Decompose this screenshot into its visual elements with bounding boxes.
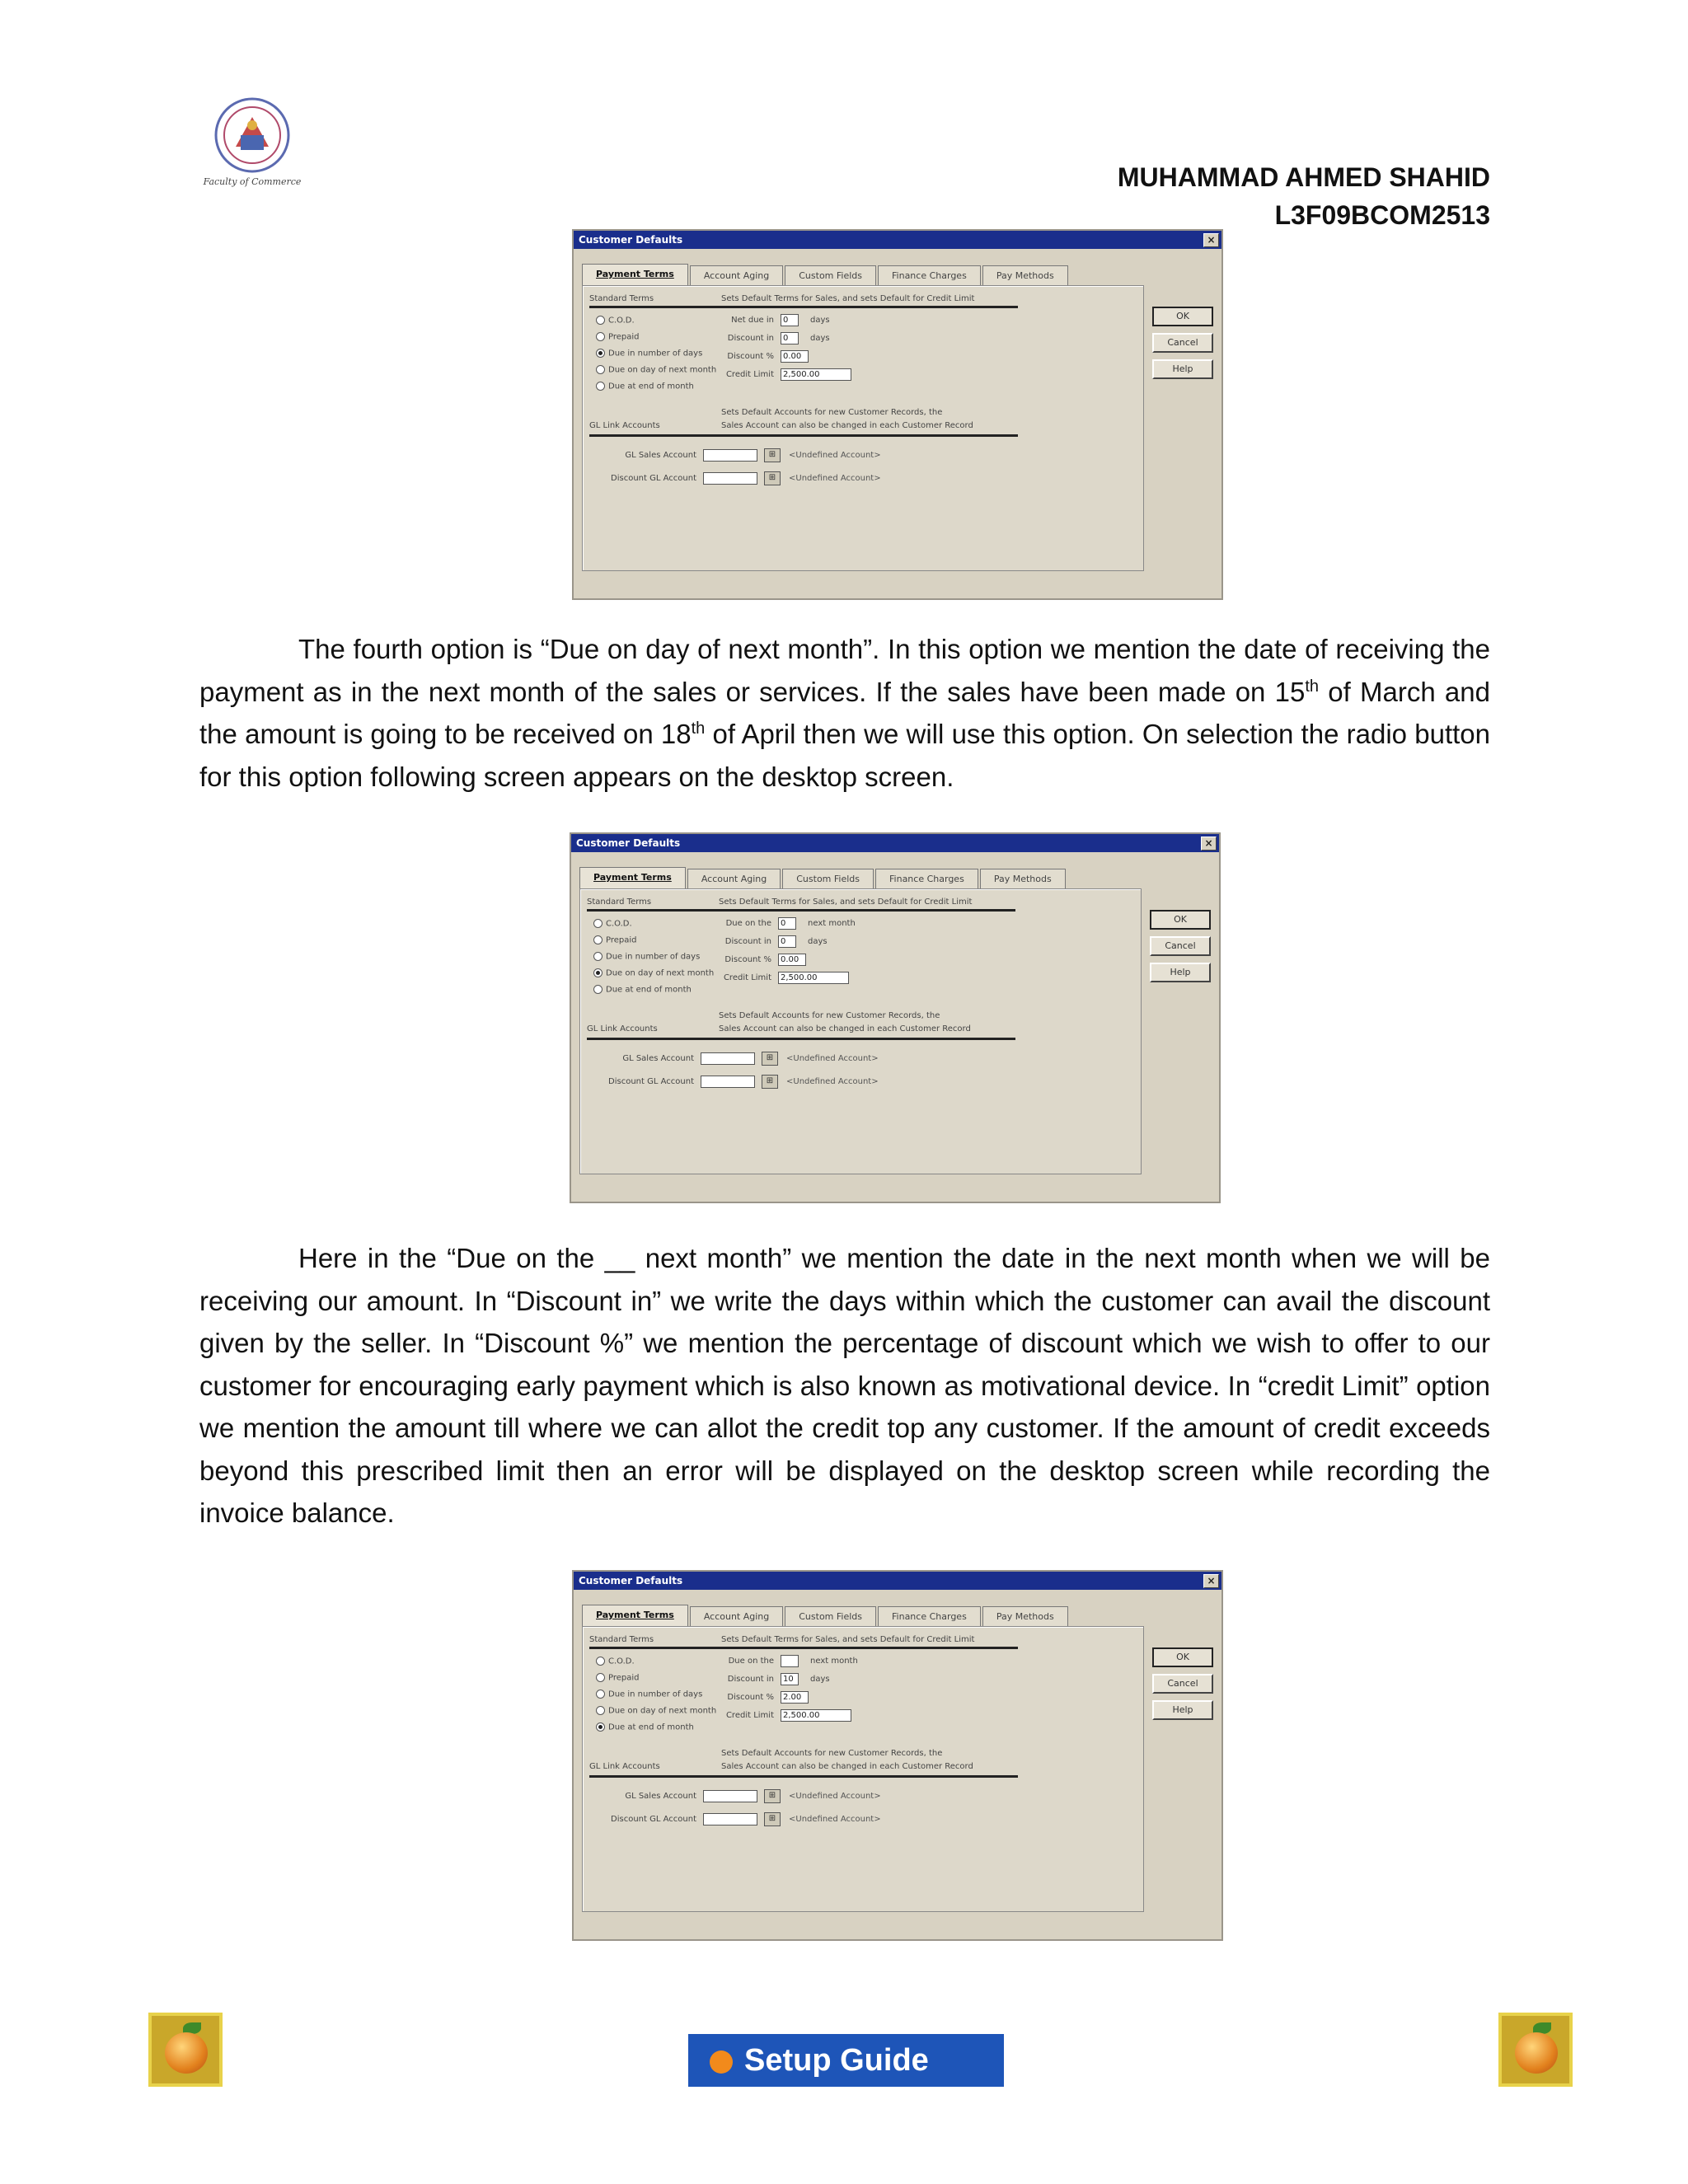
cancel-button[interactable]: Cancel bbox=[1150, 936, 1211, 956]
divider bbox=[587, 909, 1015, 912]
radio-label: Due in number of days bbox=[608, 1690, 703, 1699]
gl-link-label: GL Link Accounts bbox=[587, 1024, 658, 1033]
gl-account-input[interactable] bbox=[703, 1790, 757, 1802]
gl-account-label: GL Sales Account bbox=[625, 451, 696, 460]
payment-terms-panel bbox=[579, 888, 1142, 1174]
radio-option[interactable] bbox=[596, 316, 635, 326]
cancel-button[interactable]: Cancel bbox=[1152, 1674, 1213, 1694]
tab-pay-methods[interactable]: Pay Methods bbox=[980, 869, 1066, 889]
customer-defaults-dialog bbox=[570, 832, 1221, 1203]
radio-icon[interactable] bbox=[596, 332, 605, 341]
field-label: Discount in bbox=[727, 334, 774, 343]
svg-text:Faculty of Commerce: Faculty of Commerce bbox=[203, 176, 302, 187]
field-input[interactable]: 0.00 bbox=[778, 954, 806, 966]
radio-option[interactable] bbox=[593, 919, 632, 929]
peachtree-icon-left bbox=[148, 2013, 223, 2087]
undefined-account-text: <Undefined Account> bbox=[786, 1054, 879, 1063]
gl-link-label: GL Link Accounts bbox=[589, 421, 660, 430]
dialog-title: Customer Defaults bbox=[579, 234, 683, 246]
undefined-account-text: <Undefined Account> bbox=[786, 1077, 879, 1086]
radio-label: C.O.D. bbox=[608, 316, 635, 326]
radio-icon[interactable] bbox=[593, 985, 603, 994]
radio-icon[interactable] bbox=[596, 1722, 605, 1732]
para2-text: Here in the “Due on the __ next month” we mention the date in the next month when we will be receiving our amount. In “Discount in” we write the days within which the customer can avail the discount given by the seller. In “Discount %” we mention the percentage of discount which we wish to offer to our customer for encouraging early payment which is also known as motivational device. In “credit Limit” option we mention the amount till where we can allot the credit top any customer. If the amount of credit exceeds beyond this prescribed limit then an error will be displayed on the desktop screen while recording the invoice balance. bbox=[199, 1243, 1490, 1528]
field-input[interactable]: 0.00 bbox=[781, 350, 809, 363]
radio-option[interactable] bbox=[596, 1722, 694, 1732]
field-unit: days bbox=[810, 1675, 830, 1684]
radio-option[interactable] bbox=[596, 382, 694, 391]
tab-payment-terms[interactable]: Payment Terms bbox=[582, 264, 688, 286]
customer-defaults-dialog bbox=[572, 1570, 1223, 1941]
radio-label: Prepaid bbox=[608, 332, 640, 342]
gl-account-label: Discount GL Account bbox=[611, 1815, 696, 1824]
field-label: Credit Limit bbox=[725, 1711, 774, 1720]
standard-terms-label: Standard Terms bbox=[587, 898, 652, 907]
close-icon[interactable]: × bbox=[1203, 1574, 1219, 1588]
radio-icon[interactable] bbox=[596, 1657, 605, 1666]
author-block bbox=[1118, 158, 1490, 234]
gl-account-input[interactable] bbox=[701, 1076, 755, 1088]
field-unit: days bbox=[810, 316, 830, 325]
radio-icon[interactable] bbox=[593, 952, 603, 961]
radio-label: C.O.D. bbox=[608, 1657, 635, 1666]
radio-icon[interactable] bbox=[596, 1673, 605, 1682]
ok-button[interactable]: OK bbox=[1152, 1647, 1213, 1667]
lookup-icon[interactable]: ⊞ bbox=[762, 1075, 778, 1089]
divider bbox=[589, 1647, 1018, 1649]
field-input[interactable]: 0 bbox=[781, 332, 799, 344]
tab-finance-charges[interactable]: Finance Charges bbox=[878, 1606, 981, 1627]
gl-link-desc-1: Sets Default Accounts for new Customer Records, the bbox=[721, 1749, 943, 1758]
tab-payment-terms[interactable]: Payment Terms bbox=[582, 1605, 688, 1627]
field-label: Due on the bbox=[725, 919, 771, 928]
radio-label: Due on day of next month bbox=[608, 1706, 717, 1716]
radio-label: Due on day of next month bbox=[608, 365, 717, 375]
para1-text-c: of April then we will use this option. On selection the radio button for this option following screen appears on the desktop screen. bbox=[199, 719, 1490, 792]
field-input[interactable]: 0 bbox=[778, 917, 796, 930]
gl-account-input[interactable] bbox=[701, 1052, 755, 1065]
standard-terms-desc: Sets Default Terms for Sales, and sets Default for Credit Limit bbox=[719, 898, 973, 907]
radio-option[interactable] bbox=[596, 332, 640, 342]
para1-text-b: of March and the amount is going to be received on 18 bbox=[199, 676, 1490, 749]
radio-label: Prepaid bbox=[606, 935, 637, 945]
lookup-icon[interactable]: ⊞ bbox=[764, 448, 781, 462]
field-label: Discount % bbox=[727, 352, 774, 361]
field-label: Discount % bbox=[727, 1693, 774, 1702]
undefined-account-text: <Undefined Account> bbox=[789, 474, 881, 483]
field-input[interactable]: 2.00 bbox=[781, 1691, 809, 1704]
gl-account-input[interactable] bbox=[703, 472, 757, 485]
field-unit: days bbox=[808, 937, 828, 946]
radio-label: Due in number of days bbox=[608, 349, 703, 359]
dialog-title: Customer Defaults bbox=[576, 837, 681, 849]
field-label: Discount in bbox=[727, 1675, 774, 1684]
gl-link-desc-2: Sales Account can also be changed in each Customer Record bbox=[719, 1024, 971, 1033]
lookup-icon[interactable]: ⊞ bbox=[764, 1812, 781, 1826]
radio-icon[interactable] bbox=[596, 382, 605, 391]
divider bbox=[587, 1038, 1015, 1040]
radio-option[interactable] bbox=[593, 985, 692, 995]
close-icon[interactable]: × bbox=[1201, 837, 1217, 851]
gl-link-desc-1: Sets Default Accounts for new Customer Records, the bbox=[719, 1011, 940, 1020]
radio-icon[interactable] bbox=[593, 919, 603, 928]
field-input[interactable]: 0 bbox=[781, 314, 799, 326]
tab-finance-charges[interactable]: Finance Charges bbox=[878, 265, 981, 286]
gl-account-input[interactable] bbox=[703, 1813, 757, 1825]
lookup-icon[interactable]: ⊞ bbox=[764, 1789, 781, 1803]
undefined-account-text: <Undefined Account> bbox=[789, 1792, 881, 1801]
cancel-button[interactable]: Cancel bbox=[1152, 333, 1213, 353]
radio-icon[interactable] bbox=[596, 365, 605, 374]
author-name: MUHAMMAD AHMED SHAHID bbox=[1117, 162, 1490, 192]
setup-guide-banner bbox=[688, 2034, 1004, 2087]
tab-strip bbox=[582, 1605, 1070, 1626]
tab-strip bbox=[579, 867, 1067, 888]
help-button[interactable]: Help bbox=[1152, 359, 1213, 379]
radio-option[interactable] bbox=[596, 349, 702, 359]
divider bbox=[589, 306, 1018, 308]
field-unit: days bbox=[810, 334, 830, 343]
para1-sup-1: th bbox=[1305, 677, 1320, 696]
field-unit: next month bbox=[810, 1657, 858, 1666]
radio-label: Due at end of month bbox=[606, 985, 692, 995]
field-unit: next month bbox=[808, 919, 856, 928]
radio-option[interactable] bbox=[596, 1673, 640, 1683]
lookup-icon[interactable]: ⊞ bbox=[764, 471, 781, 485]
radio-icon[interactable] bbox=[596, 349, 605, 358]
gl-account-input[interactable] bbox=[703, 449, 757, 462]
tab-account-aging[interactable]: Account Aging bbox=[690, 1606, 783, 1627]
tab-pay-methods[interactable]: Pay Methods bbox=[982, 1606, 1068, 1627]
tab-custom-fields[interactable]: Custom Fields bbox=[785, 1606, 876, 1627]
field-label: Net due in bbox=[731, 316, 774, 325]
peachtree-icon-right bbox=[1498, 2013, 1573, 2087]
help-button[interactable]: Help bbox=[1152, 1700, 1213, 1720]
undefined-account-text: <Undefined Account> bbox=[789, 451, 881, 460]
radio-label: Due on day of next month bbox=[606, 968, 715, 978]
gl-link-desc-1: Sets Default Accounts for new Customer Records, the bbox=[721, 408, 943, 417]
orange-dot-icon bbox=[710, 2050, 733, 2074]
university-logo bbox=[195, 92, 310, 191]
gl-account-label: Discount GL Account bbox=[611, 474, 696, 483]
standard-terms-desc: Sets Default Terms for Sales, and sets Default for Credit Limit bbox=[721, 294, 975, 303]
field-input[interactable]: 2,500.00 bbox=[781, 1709, 851, 1722]
paragraph-due-next-month bbox=[199, 1237, 1490, 1535]
lookup-icon[interactable]: ⊞ bbox=[762, 1052, 778, 1066]
gl-account-label: Discount GL Account bbox=[608, 1077, 694, 1086]
gl-link-desc-2: Sales Account can also be changed in each Customer Record bbox=[721, 1762, 973, 1771]
field-input[interactable]: 2,500.00 bbox=[778, 972, 849, 984]
field-label: Discount % bbox=[724, 955, 771, 964]
radio-label: Due in number of days bbox=[606, 952, 701, 962]
divider bbox=[589, 1775, 1018, 1778]
radio-label: C.O.D. bbox=[606, 919, 632, 929]
dialog-titlebar bbox=[574, 231, 1221, 249]
radio-icon[interactable] bbox=[596, 1690, 605, 1699]
dialog-titlebar bbox=[571, 834, 1219, 852]
setup-guide-label: Setup Guide bbox=[744, 2043, 929, 2078]
radio-label: Due at end of month bbox=[608, 382, 694, 391]
field-input[interactable]: 10 bbox=[781, 1673, 799, 1685]
close-icon[interactable]: × bbox=[1203, 233, 1219, 247]
para1-sup-2: th bbox=[691, 719, 706, 738]
dialog-titlebar bbox=[574, 1572, 1221, 1590]
field-label: Due on the bbox=[728, 1657, 774, 1666]
tab-payment-terms[interactable]: Payment Terms bbox=[579, 867, 686, 889]
radio-label: Due at end of month bbox=[608, 1722, 694, 1732]
field-input[interactable]: 2,500.00 bbox=[781, 368, 851, 381]
field-input[interactable] bbox=[781, 1655, 799, 1667]
tab-pay-methods[interactable]: Pay Methods bbox=[982, 265, 1068, 286]
customer-defaults-dialog bbox=[572, 229, 1223, 600]
gl-account-label: GL Sales Account bbox=[622, 1054, 694, 1063]
dialog-title: Customer Defaults bbox=[579, 1575, 683, 1586]
ok-button[interactable]: OK bbox=[1152, 307, 1213, 326]
author-id: L3F09BCOM2513 bbox=[1274, 200, 1490, 230]
tab-custom-fields[interactable]: Custom Fields bbox=[785, 265, 876, 286]
gl-account-label: GL Sales Account bbox=[625, 1792, 696, 1801]
payment-terms-panel bbox=[582, 285, 1144, 571]
radio-option[interactable] bbox=[596, 1657, 635, 1666]
radio-label: Prepaid bbox=[608, 1673, 640, 1683]
payment-terms-panel bbox=[582, 1626, 1144, 1912]
paragraph-fourth-option bbox=[199, 628, 1490, 798]
field-label: Credit Limit bbox=[723, 973, 771, 982]
radio-option[interactable] bbox=[593, 935, 637, 945]
standard-terms-label: Standard Terms bbox=[589, 1635, 654, 1644]
standard-terms-label: Standard Terms bbox=[589, 294, 654, 303]
standard-terms-desc: Sets Default Terms for Sales, and sets Default for Credit Limit bbox=[721, 1635, 975, 1644]
gl-link-label: GL Link Accounts bbox=[589, 1762, 660, 1771]
field-input[interactable]: 0 bbox=[778, 935, 796, 948]
divider bbox=[589, 434, 1018, 437]
ok-button[interactable]: OK bbox=[1150, 910, 1211, 930]
tab-custom-fields[interactable]: Custom Fields bbox=[782, 869, 874, 889]
field-label: Credit Limit bbox=[725, 370, 774, 379]
radio-icon[interactable] bbox=[596, 1706, 605, 1715]
radio-icon[interactable] bbox=[593, 968, 603, 977]
tab-account-aging[interactable]: Account Aging bbox=[687, 869, 781, 889]
radio-icon[interactable] bbox=[593, 935, 603, 944]
radio-icon[interactable] bbox=[596, 316, 605, 325]
para1-text-a: The fourth option is “Due on day of next month”. In this option we mention the date of receiving the payment as in the next month of the sales or services. If the sales have been made on 15 bbox=[199, 634, 1490, 707]
tab-strip bbox=[582, 264, 1070, 285]
tab-finance-charges[interactable]: Finance Charges bbox=[875, 869, 978, 889]
tab-account-aging[interactable]: Account Aging bbox=[690, 265, 783, 286]
field-label: Discount in bbox=[724, 937, 771, 946]
radio-option[interactable] bbox=[596, 1690, 702, 1699]
help-button[interactable]: Help bbox=[1150, 963, 1211, 982]
gl-link-desc-2: Sales Account can also be changed in each Customer Record bbox=[721, 421, 973, 430]
undefined-account-text: <Undefined Account> bbox=[789, 1815, 881, 1824]
radio-option[interactable] bbox=[593, 952, 700, 962]
